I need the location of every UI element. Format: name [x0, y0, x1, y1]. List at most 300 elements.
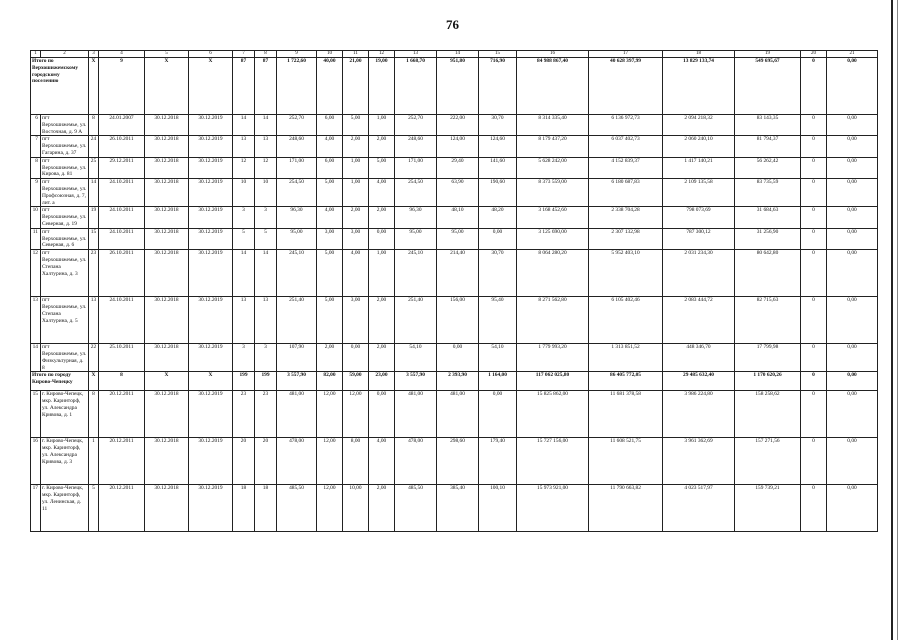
value-cell: 30.12.2018	[145, 207, 189, 228]
column-number-cell: 4	[99, 51, 145, 58]
value-cell: 11 790 663,82	[589, 485, 663, 532]
column-number-cell: 8	[255, 51, 277, 58]
register-table-body	[31, 51, 878, 532]
value-cell: 6,00	[317, 157, 343, 178]
value-cell: 254,50	[395, 179, 437, 207]
value-cell: 5	[255, 228, 277, 249]
address-cell: г. Кирово-Чепецк, мкр. Каринторф, ул. Александра Кривова, д. 3	[41, 438, 89, 485]
column-number-cell: 12	[369, 51, 395, 58]
value-cell: 30,70	[479, 250, 517, 297]
value-cell: 199	[233, 372, 255, 391]
value-cell: 3	[233, 344, 255, 372]
value-cell: 0	[801, 115, 827, 136]
value-cell: 179,40	[479, 438, 517, 485]
value-cell: 19,00	[369, 58, 395, 115]
value-cell: 0	[801, 250, 827, 297]
value-cell: 0,00	[343, 344, 369, 372]
value-cell: 24.10.2011	[99, 207, 145, 228]
value-cell: 117 062 025,80	[517, 372, 589, 391]
value-cell: 5 952 403,10	[589, 250, 663, 297]
value-cell: 248,60	[277, 136, 317, 157]
table-row	[31, 391, 878, 438]
address-cell: пгт Верхошижемье, ул. Гагарина, д. 37	[41, 136, 89, 157]
value-cell: 30.12.2018	[145, 115, 189, 136]
value-cell: 21,00	[343, 58, 369, 115]
value-cell: 8	[99, 372, 145, 391]
value-cell: 3 557,90	[395, 372, 437, 391]
value-cell: 156,00	[437, 297, 479, 344]
column-number-cell: 16	[517, 51, 589, 58]
value-cell: 481,00	[395, 391, 437, 438]
column-number-cell: 19	[735, 51, 801, 58]
row-index-cell: 7	[31, 136, 41, 157]
value-cell: 82,00	[317, 372, 343, 391]
value-cell: 83 735,59	[735, 179, 801, 207]
value-cell: 0,00	[479, 228, 517, 249]
value-cell: 1 417 140,21	[663, 157, 735, 178]
value-cell: 124,60	[479, 136, 517, 157]
row-index-cell: 16	[31, 438, 41, 485]
value-cell: 3 168 452,60	[517, 207, 589, 228]
value-cell: 8,00	[343, 438, 369, 485]
value-cell: 30.12.2019	[189, 157, 233, 178]
address-cell: пгт Верхошижемье, ул. Северная, д. 6	[41, 228, 89, 249]
value-cell: 1 164,00	[479, 372, 517, 391]
table-row	[31, 250, 878, 297]
value-cell: 30.12.2018	[145, 297, 189, 344]
value-cell: 30.12.2018	[145, 179, 189, 207]
register-table	[30, 50, 878, 532]
value-cell: 87	[255, 58, 277, 115]
value-cell: 6 136 972,73	[589, 115, 663, 136]
value-cell: Х	[89, 372, 99, 391]
value-cell: 0,00	[827, 207, 878, 228]
value-cell: 17 799,98	[735, 344, 801, 372]
value-cell: 190,60	[479, 179, 517, 207]
value-cell: 2,00	[369, 207, 395, 228]
column-number-cell: 18	[663, 51, 735, 58]
value-cell: 18	[255, 485, 277, 532]
page-edge-line-thin	[897, 0, 898, 640]
column-number-cell: 17	[589, 51, 663, 58]
total-row	[31, 58, 878, 115]
value-cell: 20.12.2011	[99, 438, 145, 485]
column-number-cell: 13	[395, 51, 437, 58]
value-cell: 31 684,63	[735, 207, 801, 228]
value-cell: 6 180 687,83	[589, 179, 663, 207]
page-number: 76	[446, 17, 459, 32]
value-cell: 20.12.2011	[99, 391, 145, 438]
value-cell: 30.12.2019	[189, 228, 233, 249]
value-cell: 15 973 921,00	[517, 485, 589, 532]
value-cell: 481,00	[437, 391, 479, 438]
value-cell: 20	[233, 438, 255, 485]
value-cell: 0	[801, 438, 827, 485]
value-cell: Х	[145, 372, 189, 391]
value-cell: 0,00	[369, 391, 395, 438]
value-cell: 0,00	[827, 391, 878, 438]
value-cell: 30.12.2019	[189, 438, 233, 485]
value-cell: 0,00	[479, 391, 517, 438]
value-cell: 3	[233, 207, 255, 228]
value-cell: 214,40	[437, 250, 479, 297]
value-cell: 24.10.2011	[99, 179, 145, 207]
value-cell: 4 023 517,97	[663, 485, 735, 532]
value-cell: 9	[99, 58, 145, 115]
value-cell: 4,00	[343, 250, 369, 297]
value-cell: 30.12.2019	[189, 485, 233, 532]
value-cell: 8 179 437,20	[517, 136, 589, 157]
value-cell: 2,00	[369, 344, 395, 372]
value-cell: 254,50	[277, 179, 317, 207]
value-cell: 252,70	[277, 115, 317, 136]
value-cell: 8 314 335,40	[517, 115, 589, 136]
value-cell: 11 608 521,75	[589, 438, 663, 485]
value-cell: 30.12.2018	[145, 250, 189, 297]
value-cell: 251,40	[277, 297, 317, 344]
address-cell: пгт Верхошижемье, ул. Степана Халтурина, д. 5	[41, 297, 89, 344]
value-cell: 30.12.2019	[189, 250, 233, 297]
value-cell: 3 557,90	[277, 372, 317, 391]
value-cell: 5	[89, 485, 99, 532]
value-cell: 0,00	[827, 58, 878, 115]
value-cell: 248,60	[395, 136, 437, 157]
value-cell: 82 715,63	[735, 297, 801, 344]
value-cell: 29 485 632,40	[663, 372, 735, 391]
value-cell: 30.12.2018	[145, 485, 189, 532]
value-cell: 6 037 402,73	[589, 136, 663, 157]
value-cell: 48,20	[479, 207, 517, 228]
value-cell: 3,00	[343, 228, 369, 249]
value-cell: 83 143,35	[735, 115, 801, 136]
value-cell: 787 300,12	[663, 228, 735, 249]
value-cell: 0	[801, 228, 827, 249]
value-cell: 0,00	[827, 372, 878, 391]
column-number-cell: 6	[189, 51, 233, 58]
value-cell: 13	[233, 297, 255, 344]
column-number-cell: 1	[31, 51, 41, 58]
address-cell: пгт Верхошижемье, ул. Кирова, д. 81	[41, 157, 89, 178]
value-cell: 0,00	[827, 344, 878, 372]
row-index-cell: 13	[31, 297, 41, 344]
value-cell: 3 961 362,69	[663, 438, 735, 485]
value-cell: 12,00	[317, 438, 343, 485]
value-cell: 0	[801, 58, 827, 115]
value-cell: 1 722,60	[277, 58, 317, 115]
value-cell: 3 125 690,00	[517, 228, 589, 249]
address-cell: г. Кирово-Чепецк, мкр. Каринторф, ул. Ленинская, д. 11	[41, 485, 89, 532]
value-cell: 96,30	[277, 207, 317, 228]
value-cell: 29.12.2011	[99, 157, 145, 178]
value-cell: 10,00	[343, 485, 369, 532]
value-cell: 5,00	[317, 297, 343, 344]
value-cell: 8	[89, 115, 99, 136]
value-cell: 12	[233, 157, 255, 178]
value-cell: 0,00	[369, 228, 395, 249]
value-cell: 30.12.2019	[189, 391, 233, 438]
address-cell: пгт Верхошижемье, ул. Профсоюзная, д. 7, лит. а	[41, 179, 89, 207]
row-index-cell: 17	[31, 485, 41, 532]
total-row	[31, 372, 878, 391]
column-number-cell: 15	[479, 51, 517, 58]
value-cell: 8 373 559,00	[517, 179, 589, 207]
value-cell: 1,00	[369, 115, 395, 136]
row-index-cell: 10	[31, 207, 41, 228]
value-cell: 485,50	[277, 485, 317, 532]
value-cell: 26.10.2011	[99, 136, 145, 157]
value-cell: 0	[801, 485, 827, 532]
value-cell: 30.12.2019	[189, 136, 233, 157]
value-cell: 95,00	[277, 228, 317, 249]
value-cell: 86 405 772,05	[589, 372, 663, 391]
value-cell: 100,10	[479, 485, 517, 532]
total-label-cell: Итого по городу Кирово-Чепецку	[31, 372, 89, 391]
value-cell: 5,00	[343, 115, 369, 136]
column-number-cell: 10	[317, 51, 343, 58]
value-cell: Х	[145, 58, 189, 115]
value-cell: 298,60	[437, 438, 479, 485]
value-cell: 24.10.2011	[99, 297, 145, 344]
value-cell: 1,00	[343, 179, 369, 207]
value-cell: 81 794,37	[735, 136, 801, 157]
value-cell: 245,10	[277, 250, 317, 297]
value-cell: 0	[801, 136, 827, 157]
column-number-cell: 5	[145, 51, 189, 58]
table-row	[31, 207, 878, 228]
value-cell: 3,00	[343, 297, 369, 344]
value-cell: 385,40	[437, 485, 479, 532]
value-cell: 1,00	[343, 157, 369, 178]
value-cell: 13	[233, 136, 255, 157]
table-row	[31, 438, 878, 485]
value-cell: 798 073,69	[663, 207, 735, 228]
value-cell: 2 083 444,72	[663, 297, 735, 344]
value-cell: 13	[255, 297, 277, 344]
value-cell: 30.12.2018	[145, 438, 189, 485]
value-cell: 2 031 234,30	[663, 250, 735, 297]
value-cell: 14	[255, 250, 277, 297]
table-row	[31, 297, 878, 344]
address-cell: г. Кирово-Чепецк, мкр. Каринторф, ул. Александра Кривова, д. 1	[41, 391, 89, 438]
value-cell: 30.12.2018	[145, 228, 189, 249]
value-cell: 2,00	[369, 297, 395, 344]
value-cell: 2,00	[369, 136, 395, 157]
value-cell: 0	[801, 157, 827, 178]
value-cell: 10	[255, 179, 277, 207]
address-cell: пгт Верхошижемье, ул. Северная, д. 19	[41, 207, 89, 228]
value-cell: 2,00	[343, 207, 369, 228]
value-cell: 0,00	[827, 115, 878, 136]
value-cell: 11 681 378,58	[589, 391, 663, 438]
value-cell: Х	[189, 58, 233, 115]
column-number-cell: 20	[801, 51, 827, 58]
value-cell: 0,00	[827, 136, 878, 157]
column-number-cell: 7	[233, 51, 255, 58]
value-cell: 6 105 402,46	[589, 297, 663, 344]
value-cell: 0	[801, 391, 827, 438]
value-cell: 0,00	[437, 344, 479, 372]
column-number-cell: 21	[827, 51, 878, 58]
value-cell: 222,00	[437, 115, 479, 136]
value-cell: 30.12.2019	[189, 207, 233, 228]
value-cell: 95,00	[437, 228, 479, 249]
value-cell: 3	[255, 344, 277, 372]
value-cell: 30.12.2018	[145, 391, 189, 438]
value-cell: 5,00	[317, 179, 343, 207]
address-cell: пгт Верхошижемье, ул. Степана Халтурина, д. 3	[41, 250, 89, 297]
column-number-cell: 9	[277, 51, 317, 58]
value-cell: 26.10.2011	[99, 250, 145, 297]
value-cell: 0,00	[827, 250, 878, 297]
value-cell: 23	[89, 250, 99, 297]
value-cell: 0	[801, 372, 827, 391]
value-cell: 2,00	[343, 136, 369, 157]
value-cell: 30.12.2018	[145, 344, 189, 372]
value-cell: Х	[89, 58, 99, 115]
column-number-cell: 3	[89, 51, 99, 58]
value-cell: 0	[801, 207, 827, 228]
value-cell: 19	[89, 207, 99, 228]
value-cell: 14	[255, 115, 277, 136]
value-cell: 124,00	[437, 136, 479, 157]
value-cell: 30.12.2018	[145, 136, 189, 157]
column-number-row	[31, 51, 878, 58]
value-cell: 24	[89, 136, 99, 157]
value-cell: 23,00	[369, 372, 395, 391]
value-cell: 10	[233, 179, 255, 207]
value-cell: 22	[89, 344, 99, 372]
row-index-cell: 14	[31, 344, 41, 372]
value-cell: 8	[89, 391, 99, 438]
column-number-cell: 11	[343, 51, 369, 58]
table-row	[31, 228, 878, 249]
row-index-cell: 15	[31, 391, 41, 438]
value-cell: 2 094 218,32	[663, 115, 735, 136]
row-index-cell: 11	[31, 228, 41, 249]
value-cell: 159 739,21	[735, 485, 801, 532]
value-cell: 448 346,70	[663, 344, 735, 372]
value-cell: 4,00	[317, 136, 343, 157]
value-cell: 1	[89, 438, 99, 485]
value-cell: 107,90	[277, 344, 317, 372]
page-edge-line	[891, 0, 893, 640]
value-cell: 2 338 704,28	[589, 207, 663, 228]
value-cell: 40 628 397,99	[589, 58, 663, 115]
value-cell: 4,00	[369, 438, 395, 485]
address-cell: пгт Верхошижемье, ул. Восточная, д. 9 А	[41, 115, 89, 136]
value-cell: 18	[233, 485, 255, 532]
value-cell: 24.10.2011	[99, 228, 145, 249]
value-cell: 171,00	[395, 157, 437, 178]
value-cell: 87	[233, 58, 255, 115]
value-cell: 478,00	[395, 438, 437, 485]
value-cell: 5,00	[369, 157, 395, 178]
value-cell: 56 262,42	[735, 157, 801, 178]
value-cell: 15	[89, 228, 99, 249]
column-number-cell: 2	[41, 51, 89, 58]
value-cell: 20	[255, 438, 277, 485]
value-cell: 252,70	[395, 115, 437, 136]
value-cell: 54,10	[479, 344, 517, 372]
value-cell: 63,90	[437, 179, 479, 207]
value-cell: 0	[801, 179, 827, 207]
row-index-cell: 12	[31, 250, 41, 297]
value-cell: 29,40	[437, 157, 479, 178]
value-cell: 8 271 562,80	[517, 297, 589, 344]
table-row	[31, 157, 878, 178]
value-cell: 30.12.2019	[189, 344, 233, 372]
value-cell: 15 727 156,00	[517, 438, 589, 485]
table-row	[31, 179, 878, 207]
table-row	[31, 136, 878, 157]
value-cell: 3 986 224,80	[663, 391, 735, 438]
value-cell: 0,00	[827, 438, 878, 485]
value-cell: 1,00	[369, 250, 395, 297]
table-row	[31, 115, 878, 136]
value-cell: 251,40	[395, 297, 437, 344]
value-cell: 1 668,70	[395, 58, 437, 115]
value-cell: 30.12.2019	[189, 115, 233, 136]
value-cell: 4,00	[317, 207, 343, 228]
column-number-cell: 14	[437, 51, 479, 58]
value-cell: 481,00	[277, 391, 317, 438]
value-cell: 13	[255, 136, 277, 157]
value-cell: 0,00	[827, 179, 878, 207]
value-cell: 5 628 242,00	[517, 157, 589, 178]
value-cell: 84 988 867,40	[517, 58, 589, 115]
value-cell: 12	[255, 157, 277, 178]
value-cell: 30.12.2018	[145, 157, 189, 178]
value-cell: 3	[255, 207, 277, 228]
value-cell: 199	[255, 372, 277, 391]
value-cell: 96,30	[395, 207, 437, 228]
value-cell: 15 825 862,00	[517, 391, 589, 438]
value-cell: 478,00	[277, 438, 317, 485]
value-cell: 2,00	[369, 485, 395, 532]
value-cell: 13	[89, 297, 99, 344]
value-cell: 80 642,80	[735, 250, 801, 297]
value-cell: 23	[255, 391, 277, 438]
value-cell: 5	[233, 228, 255, 249]
value-cell: 23	[233, 391, 255, 438]
value-cell: 12,00	[317, 485, 343, 532]
row-index-cell: 6	[31, 115, 41, 136]
value-cell: 245,10	[395, 250, 437, 297]
value-cell: 25	[89, 157, 99, 178]
row-index-cell: 8	[31, 157, 41, 178]
row-index-cell: 9	[31, 179, 41, 207]
value-cell: 13 829 133,74	[663, 58, 735, 115]
value-cell: 2 393,90	[437, 372, 479, 391]
value-cell: 171,00	[277, 157, 317, 178]
value-cell: 0,00	[827, 157, 878, 178]
value-cell: 14	[89, 179, 99, 207]
table-row	[31, 344, 878, 372]
value-cell: 0	[801, 344, 827, 372]
value-cell: 141,60	[479, 157, 517, 178]
value-cell: 1 313 851,52	[589, 344, 663, 372]
value-cell: 95,40	[479, 297, 517, 344]
value-cell: 40,00	[317, 58, 343, 115]
value-cell: 4,00	[369, 179, 395, 207]
value-cell: 24.01.2007	[99, 115, 145, 136]
value-cell: 30.12.2019	[189, 297, 233, 344]
value-cell: 951,80	[437, 58, 479, 115]
total-label-cell: Итого по Верхошижемскому городскому поселению	[31, 58, 89, 115]
address-cell: пгт Верхошижемье, ул. Физкультурная, д. 8	[41, 344, 89, 372]
value-cell: 485,50	[395, 485, 437, 532]
value-cell: 6,00	[317, 115, 343, 136]
